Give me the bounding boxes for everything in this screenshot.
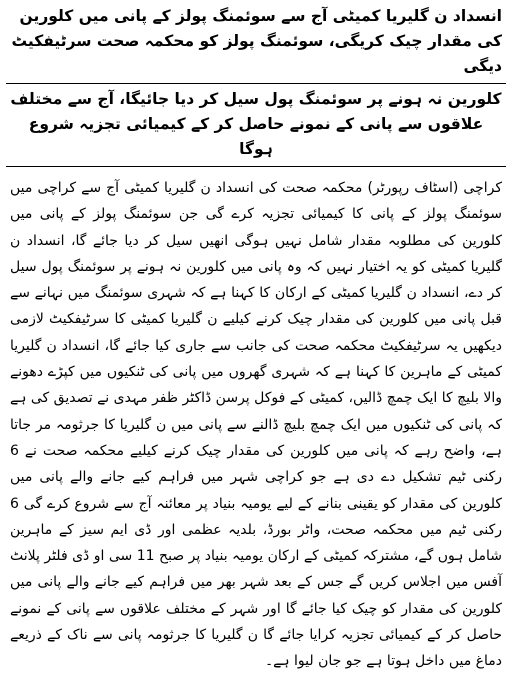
- subheadline: کلورین نہ ہونے پر سوئمنگ پول سیل کر دیا جائیگا، آج سے مختلف علاقوں سے پانی کے نمونے حاصل کر کے کیمیائی تجزیہ شروع ہوگا: [10, 90, 502, 158]
- article-body: کراچی (اسٹاف رپورٹر) محکمہ صحت کی انسداد ن گلیریا کمیٹی آج سے کراچی میں سوئمنگ پولز کے پانی کا کیمیائی تجزیہ کرے گی جن سوئمنگ پولز کے پانی میں کلورین کی مطلوبہ مقدار شامل نہیں ہوگی انھیں سیل کر دیا جائے گا، انسداد ن گلیریا کمیٹی کو یہ اختیار نہیں کہ وہ پانی میں کلورین نہ ہونے پر سوئمنگ پول سیل کر دے، انسداد ن گلیریا کمیٹی کے ارکان کا کہنا ہے کہ شہری سوئمنگ میں نہانے سے قبل پانی میں کلورین کی مقدار چیک کرنے کیلیے ن گلیریا کمیٹی کا سرٹیفکیٹ لازمی دیکھیں یہ سرٹیفکیٹ محکمہ صحت کی جانب سے جاری کیا جائے گا، انسداد ن گلیریا کمیٹی کے ماہرین کا کہنا ہے کہ شہری گھروں میں پانی کی ٹنکیوں میں کپڑے دھونے والا بلیچ کا ایک چمچ ڈالیں، کمیٹی کے فوکل پرسن ڈاکٹر ظفر مہدی نے تصدیق کی ہے کہ پانی کی ٹنکیوں میں ایک چمچ بلیچ ڈالنے سے پانی میں ن گلیریا کا جرثومہ مر جاتا ہے، واضح رہے کہ پانی میں کلورین کی مقدار چیک کرنے کیلیے محکمہ صحت نے 6 رکنی ٹیم تشکیل دے دی ہے جو کراچی شہر میں فراہم کیے جانے والے پانی میں کلورین کی مقدار کو یقینی بنانے کے لیے یومیہ بنیاد پر معائنہ آج سے شروع کرے گی 6 رکنی ٹیم میں محکمہ صحت، واٹر بورڈ، بلدیہ عظمی اور ڈی ایم سیز کے ماہرین شامل ہوں گے، مشترکہ کمیٹی کے ارکان یومیہ بنیاد پر صبح 11 سی او ڈی فلٹر پلانٹ آفس میں اجلاس کریں گے جس کے بعد شہر بھر میں فراہم کیے جانے والے پانی میں کلورین کی مقدار کو چیک کیا جائے گا اور شہر کے مختلف علاقوں سے پانی کے نمونے حاصل کر کے کیمیائی تجزیہ کرایا جائے گا ن گلیریا کا جرثومہ پانی سے ناک کے ذریعے دماغ میں داخل ہوتا ہے جو جان لیوا ہے۔: [10, 180, 502, 670]
- divider-top: [6, 83, 506, 84]
- headline: انسداد ن گلیریا کمیٹی آج سے سوئمنگ پولز کے پانی میں کلورین کی مقدار چیک کریگی، سوئمنگ پولز کو محکمہ صحت سرٹیفکیٹ دیگی: [11, 7, 502, 75]
- divider-bottom: [6, 166, 506, 167]
